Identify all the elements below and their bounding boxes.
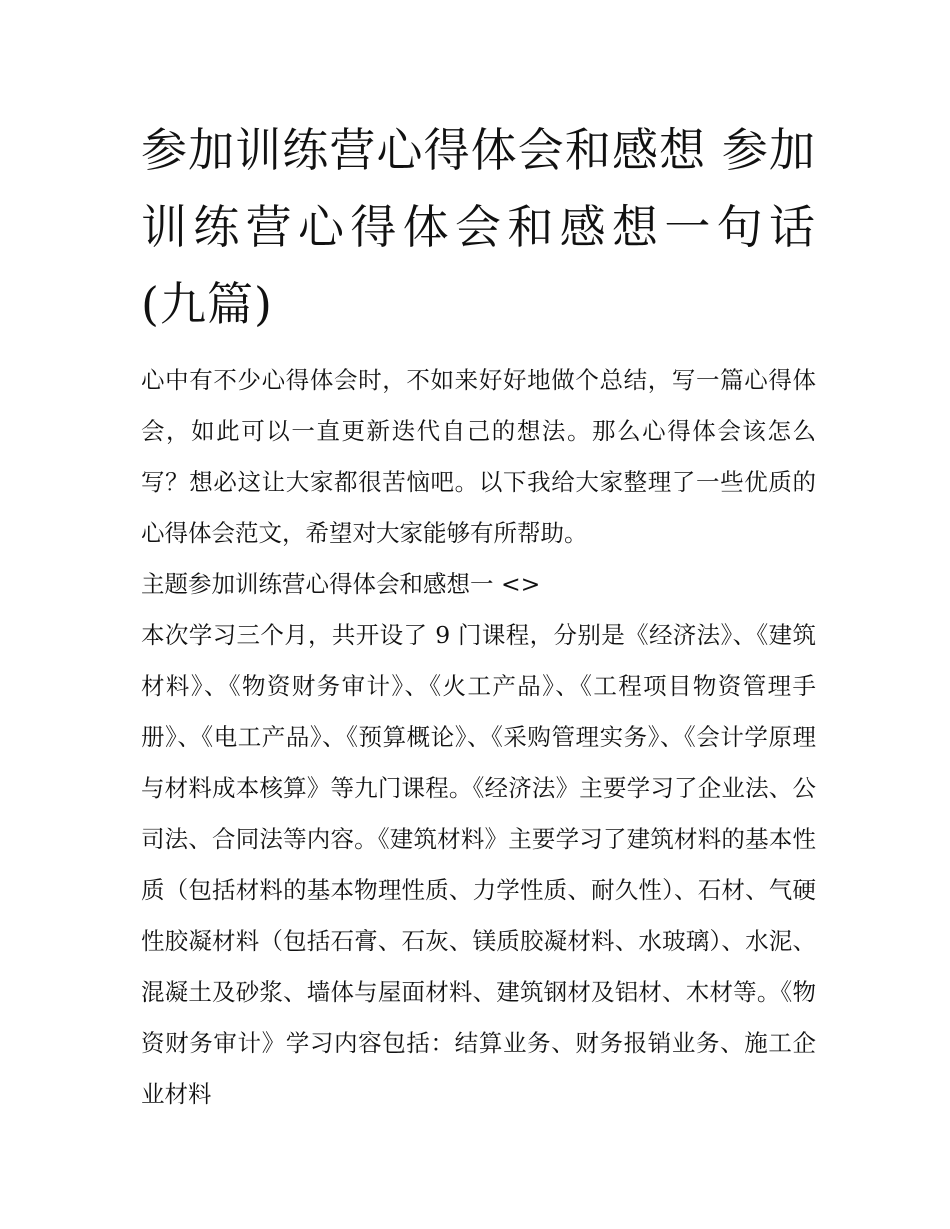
document-title: 参加训练营心得体会和感想 参加训练营心得体会和感想一句话(九篇) xyxy=(141,123,816,331)
section-heading: 主题参加训练营心得体会和感想一 <> xyxy=(141,570,541,598)
document-content xyxy=(141,112,816,1120)
intro-paragraph: 心中有不少心得体会时，不如来好好地做个总结，写一篇心得体会，如此可以一直更新迭代自己的想法。那么心得体会该怎么写？想必这让大家都很苦恼吧。以下我给大家整理了一些优质的心得体会范文，希望对大家能够有所帮助。 xyxy=(141,366,816,547)
body-paragraph: 本次学习三个月，共开设了 9 门课程，分别是《经济法》、《建筑材料》、《物资财务审计》、《火工产品》、《工程项目物资管理手册》、《电工产品》、《预算概论》、《采购管理实务》、《会计学原理与材料成本核算》等九门课程。《经济法》主要学习了企业法、公司法、合同法等内容。《建筑材料》主要学习了建筑材料的基本性质（包括材料的基本物理性质、力学性质、耐久性）、石材、气硬性胶凝材料（包括石膏、石灰、镁质胶凝材料、水玻璃）、水泥、混凝土及砂浆、墙体与屋面材料、建筑钢材及铝材、木材等。《物资财务审计》学习内容包括：结算业务、财务报销业务、施工企业材料 xyxy=(141,621,816,1108)
